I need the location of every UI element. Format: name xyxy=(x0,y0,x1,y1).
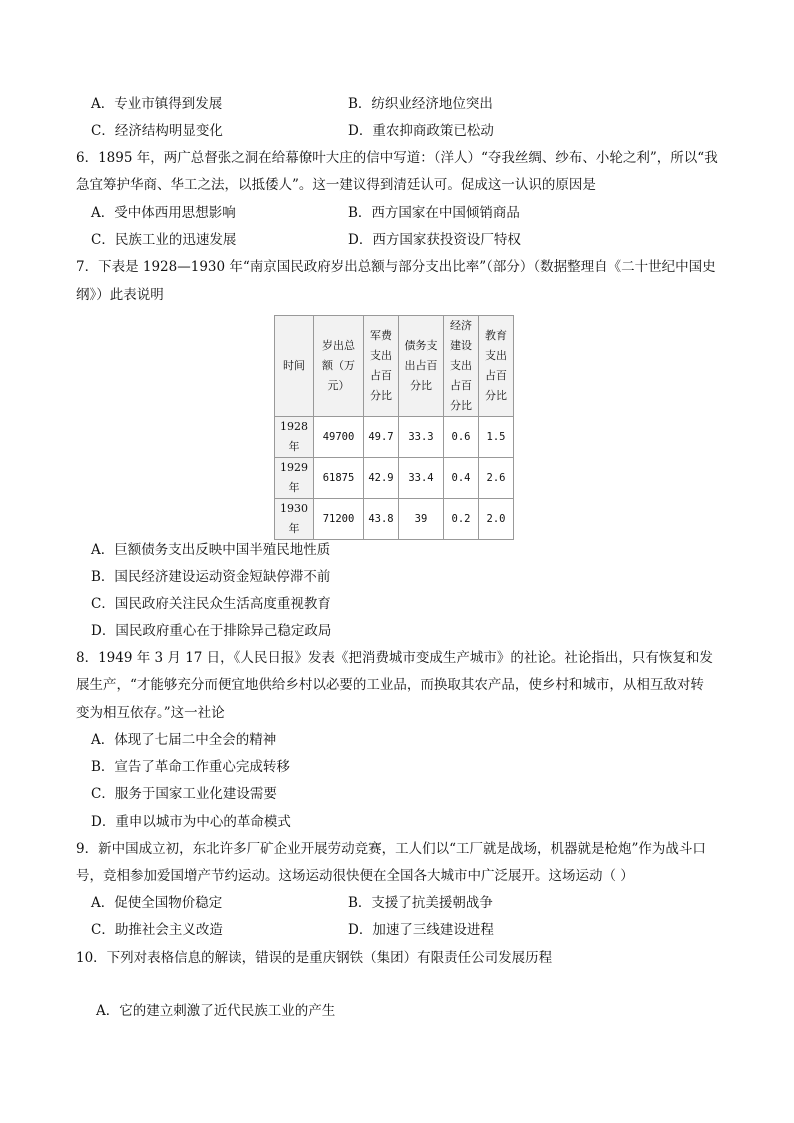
table-row xyxy=(275,499,514,540)
value-cell: 49.7 xyxy=(364,417,399,458)
header-text: 出占百 xyxy=(404,359,438,372)
header-cell xyxy=(314,316,364,417)
q9-option-b[interactable]: B．支援了抗美援朝战争 xyxy=(348,895,493,911)
q5-option-b[interactable]: B．纺织业经济地位突出 xyxy=(348,96,493,112)
header-text: 分比 xyxy=(370,389,392,402)
header-cell xyxy=(399,316,444,417)
year-text: 年 xyxy=(288,481,300,494)
header-text: 分比 xyxy=(410,379,432,392)
q5-option-c[interactable]: C．经济结构明显变化 xyxy=(91,123,223,139)
q9-option-a[interactable]: A．促使全国物价稳定 xyxy=(91,895,223,911)
q6-option-d[interactable]: D．西方国家获投资设厂特权 xyxy=(348,232,521,248)
q9-stem-line-2: 号，竞相参加爱国增产节约运动。这场运动很快便在全国各大城市中广泛展开。这场运动（ ） xyxy=(76,868,634,884)
header-text: 建设 xyxy=(450,339,472,352)
year-cell xyxy=(275,417,314,458)
q5-option-d[interactable]: D．重农抑商政策已松动 xyxy=(348,123,494,139)
q9-stem-line-1: 9．新中国成立初，东北许多厂矿企业开展劳动竞赛，工人们以“工厂就是战场，机器就是枪炮”作为战斗口 xyxy=(76,841,706,857)
year-text: 年 xyxy=(288,522,300,535)
q7-option-d[interactable]: D．国民政府重心在于排除异己稳定政局 xyxy=(91,623,332,639)
header-cell xyxy=(444,316,479,417)
header-text: 时间 xyxy=(283,359,305,372)
value-cell: 0.6 xyxy=(444,417,479,458)
value-cell: 49700 xyxy=(314,417,364,458)
year-cell xyxy=(275,499,314,540)
table-row xyxy=(275,417,514,458)
header-text: 经济 xyxy=(450,319,472,332)
header-text: 教育 xyxy=(485,329,507,342)
q8-stem-line-2: 展生产，“才能够充分而便宜地供给乡村以必要的工业品，而换取其农产品，使乡村和城市，从相互敌对转 xyxy=(76,677,704,693)
q8-option-c[interactable]: C．服务于国家工业化建设需要 xyxy=(91,786,277,802)
q5-option-a[interactable]: A．专业市镇得到发展 xyxy=(91,96,223,112)
year-text: 年 xyxy=(288,440,300,453)
header-text: 支出 xyxy=(485,349,507,362)
header-text: 岁出总 xyxy=(322,339,355,352)
expenditure-table xyxy=(274,315,514,540)
value-cell: 71200 xyxy=(314,499,364,540)
q10-stem-line-1: 10．下列对表格信息的解读，错误的是重庆钢铁（集团）有限责任公司发展历程 xyxy=(76,950,553,966)
q8-option-b[interactable]: B．宣告了革命工作重心完成转移 xyxy=(91,759,290,775)
q8-stem-line-3: 变为相互依存。”这一社论 xyxy=(76,705,225,721)
header-text: 分比 xyxy=(485,389,507,402)
value-cell: 39 xyxy=(399,499,444,540)
header-cell xyxy=(364,316,399,417)
q6-stem-line-1: 6．1895 年，两广总督张之洞在给幕僚叶大庄的信中写道：（洋人）“夺我丝绸、纱布、小轮之利”，所以“我 xyxy=(76,150,718,166)
year-text: 1928 xyxy=(280,420,308,433)
header-text: 军费 xyxy=(370,329,392,342)
value-cell: 2.6 xyxy=(479,458,514,499)
header-text: 占百 xyxy=(450,379,472,392)
header-text: 额（万 xyxy=(322,359,355,372)
year-text: 1930 xyxy=(280,502,308,515)
header-text: 债务支 xyxy=(404,339,438,352)
q9-option-c[interactable]: C．助推社会主义改造 xyxy=(91,922,223,938)
value-cell: 2.0 xyxy=(479,499,514,540)
q7-stem-line-2: 纲》）此表说明 xyxy=(76,287,164,303)
value-cell: 0.4 xyxy=(444,458,479,499)
q7-option-c[interactable]: C．国民政府关注民众生活高度重视教育 xyxy=(91,596,331,612)
value-cell: 43.8 xyxy=(364,499,399,540)
table-header-row xyxy=(275,316,514,417)
year-cell xyxy=(275,458,314,499)
table-row xyxy=(275,458,514,499)
value-cell: 0.2 xyxy=(444,499,479,540)
q6-stem-line-2: 急宜筹护华商、华工之法，以抵倭人”。这一建议得到清廷认可。促成这一认识的原因是 xyxy=(76,177,596,193)
value-cell: 33.4 xyxy=(399,458,444,499)
q6-option-a[interactable]: A．受中体西用思想影响 xyxy=(91,205,236,221)
q7-option-b[interactable]: B．国民经济建设运动资金短缺停滞不前 xyxy=(91,569,331,585)
q7-option-a[interactable]: A．巨额债务支出反映中国半殖民地性质 xyxy=(91,542,331,558)
q6-option-c[interactable]: C．民族工业的迅速发展 xyxy=(91,232,237,248)
header-text: 元） xyxy=(327,379,350,392)
q10-option-a[interactable]: A．它的建立刺激了近代民族工业的产生 xyxy=(96,1003,336,1019)
header-cell xyxy=(479,316,514,417)
year-text: 1929 xyxy=(280,461,308,474)
value-cell: 61875 xyxy=(314,458,364,499)
q7-stem-line-1: 7．下表是 1928—1930 年“南京国民政府岁出总额与部分支出比率”（部分）（数据整理自《二十世纪中国史 xyxy=(76,259,716,275)
q9-option-d[interactable]: D．加速了三线建设进程 xyxy=(348,922,494,938)
header-text: 占百 xyxy=(370,369,392,382)
value-cell: 33.3 xyxy=(399,417,444,458)
value-cell: 42.9 xyxy=(364,458,399,499)
q8-option-d[interactable]: D．重申以城市为中心的革命模式 xyxy=(91,814,291,830)
header-text: 占百 xyxy=(485,369,507,382)
q8-option-a[interactable]: A．体现了七届二中全会的精神 xyxy=(91,732,277,748)
header-text: 分比 xyxy=(450,399,472,412)
header-text: 支出 xyxy=(370,349,392,362)
header-text: 支出 xyxy=(450,359,472,372)
value-cell: 1.5 xyxy=(479,417,514,458)
q8-stem-line-1: 8．1949 年 3 月 17 日，《人民日报》发表《把消费城市变成生产城市》的社论。社论指出，只有恢复和发 xyxy=(76,650,713,666)
header-cell xyxy=(275,316,314,417)
q6-option-b[interactable]: B．西方国家在中国倾销商品 xyxy=(348,205,520,221)
